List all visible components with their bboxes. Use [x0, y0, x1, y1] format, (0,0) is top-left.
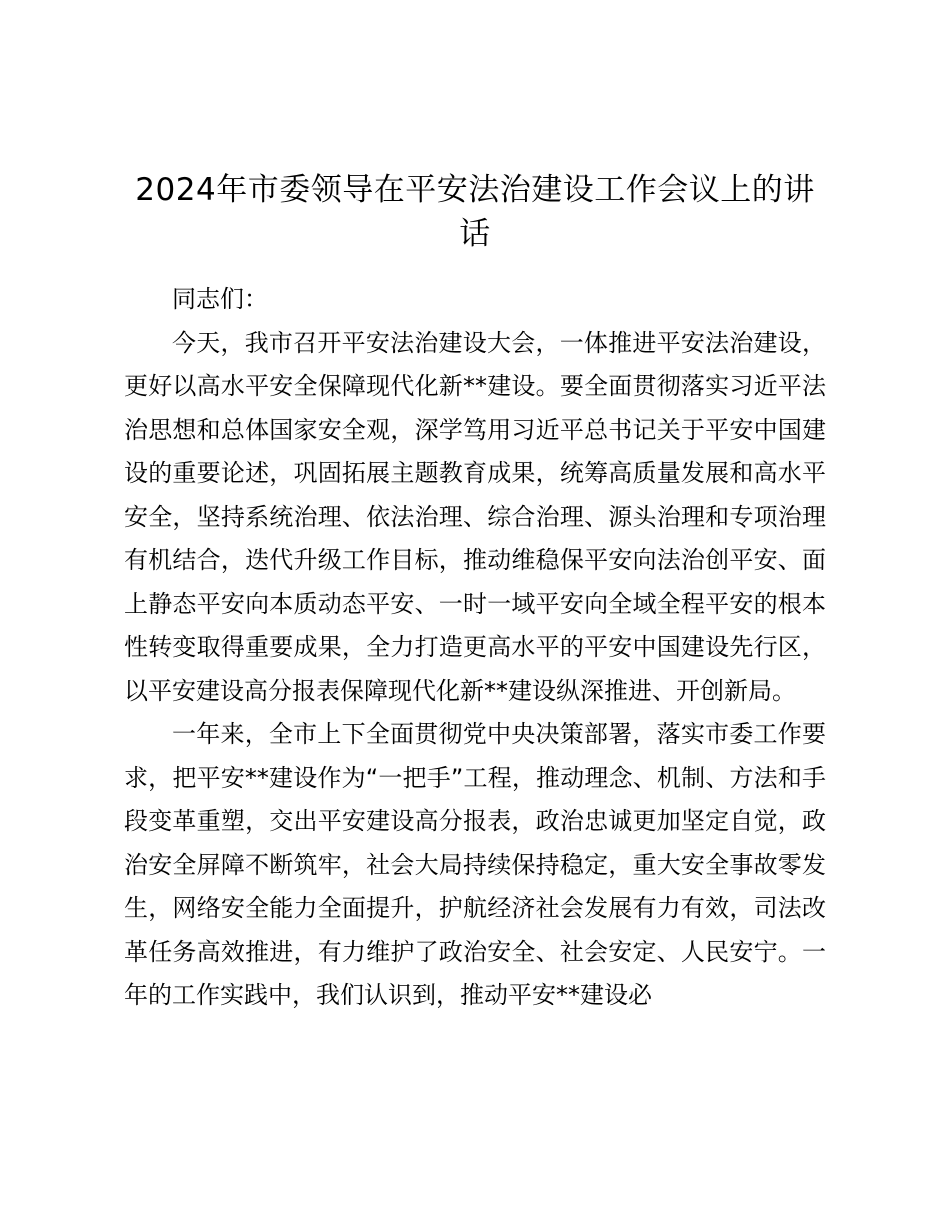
salutation: 同志们：	[172, 285, 268, 313]
document-title: 2024年市委领导在平安法治建设工作会议上的讲话	[135, 172, 815, 252]
document-body	[124, 168, 826, 1018]
paragraph-1: 今天，我市召开平安法治建设大会，一体推进平安法治建设，更好以高水平安全保障现代化新**建设。要全面贯彻落实习近平法治思想和总体国家安全观，深学笃用习近平总书记关于平安中国建设的重要论述，巩固拓展主题教育成果，统筹高质量发展和高水平安全，坚持系统治理、依法治理、综合治理、源头治理和专项治理有机结合，迭代升级工作目标，推动维稳保平安向法治创平安、面上静态平安向本质动态平安、一时一域平安向全域全程平安的根本性转变取得重要成果，全力打造更高水平的平安中国建设先行区，以平安建设高分报表保障现代化新**建设纵深推进、开创新局。	[124, 328, 826, 705]
paragraph-2: 一年来，全市上下全面贯彻党中央决策部署，落实市委工作要求，把平安**建设作为“一把手”工程，推动理念、机制、方法和手段变革重塑，交出平安建设高分报表，政治忠诚更加坚定自觉，政治安全屏障不断筑牢，社会大局持续保持稳定，重大安全事故零发生，网络安全能力全面提升，护航经济社会发展有力有效，司法改革任务高效推进，有力维护了政治安全、社会安定、人民安宁。一年的工作实践中，我们认识到，推动平安**建设必	[124, 720, 826, 1009]
